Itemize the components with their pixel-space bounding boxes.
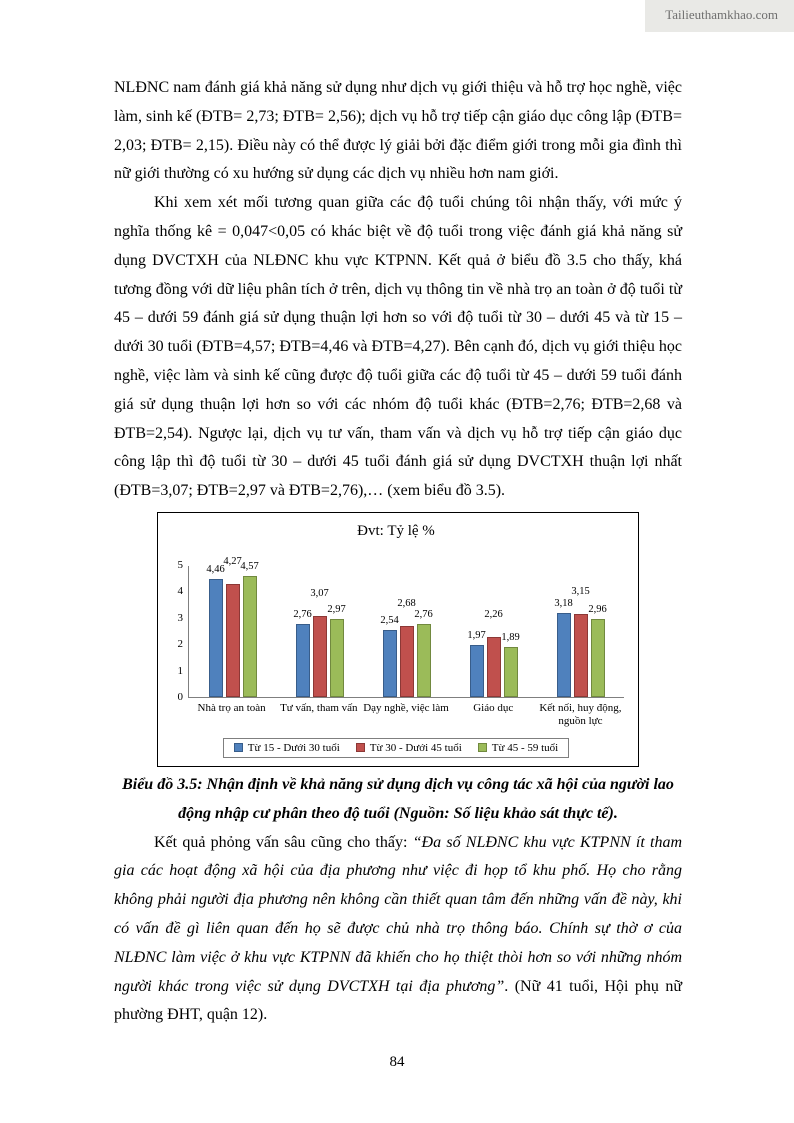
- legend-swatch: [478, 743, 487, 752]
- watermark: Tailieuthamkhao.com: [645, 0, 794, 32]
- y-tick-label: 4: [177, 585, 183, 598]
- legend-label: Từ 30 - Dưới 45 tuổi: [369, 741, 462, 754]
- bar-value-label: 1,89: [501, 632, 520, 644]
- bar: [591, 619, 605, 697]
- interview-source: . (Nữ 41 tuổi, Hội phụ nữ phường ĐHT, quận 12).: [114, 977, 682, 1024]
- bar: [243, 576, 257, 697]
- interview-quote: “Đa số NLĐNC khu vực KTPNN ít tham gia các hoạt động xã hội của địa phương như việc đi họp tổ khu phố. Họ cho rằng không phải người địa phương nên không cần thiết quan tâm đến những vấn đề này, khi có vấn đề gì liên quan đến họ sẽ được chủ nhà trọ thông báo. Chính sự thờ ơ của NLĐNC làm việc ở khu vực KTPNN đã khiến cho họ thiệt thòi hơn so với những nhóm người khác trong việc sử dụng DVCTXH tại địa phương”: [114, 833, 683, 995]
- chart-caption: [114, 771, 682, 829]
- bar-value-label: 3,15: [571, 585, 590, 597]
- category-label: Giáo dục: [473, 701, 514, 714]
- legend-item: [478, 742, 558, 754]
- bar-value-label: 2,26: [484, 609, 503, 621]
- chart-legend: [223, 738, 569, 758]
- bar-wrap: [310, 566, 329, 697]
- bar-group: [189, 556, 276, 697]
- category-label: Nhà trọ an toàn: [197, 701, 266, 714]
- bar-wrap: [588, 566, 607, 697]
- bar-value-label: 2,54: [380, 614, 399, 626]
- bar: [296, 624, 310, 697]
- interview-intro: Kết quả phỏng vấn sâu cũng cho thấy:: [154, 833, 413, 851]
- category-label: Kết nối, huy động, nguồn lực: [539, 701, 622, 727]
- bar-value-label: 2,76: [293, 609, 312, 621]
- legend-swatch: [234, 743, 243, 752]
- paragraph-1: NLĐNC nam đánh giá khả năng sử dụng như dịch vụ giới thiệu và hỗ trợ học nghề, việc làm, sinh kế (ĐTB= 2,73; ĐTB= 2,56); dịch vụ hỗ trợ tiếp cận giáo dục công lập (ĐTB= 2,03; ĐTB= 2,15). Điều này có thể được lý giải bởi đặc điểm giới trong mỗi gia đình thì nữ giới thường có xu hướng sử dụng các dịch vụ nhiều hơn nam giới.: [114, 79, 682, 183]
- plot-area: [188, 556, 624, 698]
- bar-wrap: [484, 566, 503, 697]
- bar-wrap: [397, 566, 416, 697]
- legend-item: [234, 742, 340, 754]
- category-labels: [188, 698, 624, 728]
- bar: [400, 626, 414, 697]
- bar-value-label: 3,18: [554, 598, 573, 610]
- bar-value-label: 1,97: [467, 629, 486, 641]
- bar: [470, 645, 484, 697]
- y-tick-label: 1: [177, 664, 183, 677]
- bar-wrap: [414, 566, 433, 697]
- y-axis: [168, 558, 188, 703]
- chart-caption-line2: động nhập cư phân theo độ tuổi (Nguồn: Số liệu khảo sát thực tế).: [178, 804, 618, 822]
- y-tick-label: 3: [177, 611, 183, 624]
- chart-plot-row: [168, 556, 624, 703]
- bar-wrap: [206, 564, 225, 697]
- bar-value-label: 4,46: [206, 564, 225, 576]
- bar-group: [450, 566, 537, 697]
- bar-wrap: [240, 561, 259, 697]
- bar-wrap: [501, 566, 520, 697]
- bar: [226, 584, 240, 697]
- bar: [417, 624, 431, 697]
- bar: [313, 616, 327, 697]
- bar-wrap: [571, 566, 590, 697]
- bar: [209, 579, 223, 697]
- bar-wrap: [380, 566, 399, 697]
- category-label: Dạy nghề, việc làm: [363, 701, 449, 714]
- bar-value-label: 4,57: [240, 561, 259, 573]
- bar: [574, 614, 588, 697]
- bar-wrap: [293, 566, 312, 697]
- y-tick-label: 0: [177, 690, 183, 703]
- bar-wrap: [554, 566, 573, 697]
- legend-swatch: [356, 743, 365, 752]
- bar-value-label: 2,76: [414, 609, 433, 621]
- bar-groups: [189, 556, 624, 697]
- bar-wrap: [223, 556, 242, 697]
- bar: [504, 647, 518, 697]
- bar-value-label: 2,97: [327, 603, 346, 615]
- bar-group: [537, 566, 624, 697]
- category-label: Tư vấn, tham vấn: [280, 701, 358, 714]
- bar-wrap: [327, 566, 346, 697]
- bar-value-label: 3,07: [310, 587, 329, 599]
- chart-caption-line1: Biểu đồ 3.5: Nhận định về khả năng sử dụng dịch vụ công tác xã hội của người lao: [122, 775, 674, 793]
- bar-group: [276, 566, 363, 697]
- legend-label: Từ 15 - Dưới 30 tuổi: [247, 741, 340, 754]
- bar: [383, 630, 397, 697]
- page-number: 84: [389, 1054, 405, 1070]
- bar: [557, 613, 571, 697]
- bar-wrap: [467, 566, 486, 697]
- bar: [330, 619, 344, 697]
- y-tick-label: 5: [177, 558, 183, 571]
- chart-title: Đvt: Tỷ lệ %: [357, 522, 435, 539]
- bar-value-label: 2,68: [397, 598, 416, 610]
- y-tick-label: 2: [177, 638, 183, 651]
- paragraph-2: Khi xem xét mối tương quan giữa các độ tuổi chúng tôi nhận thấy, với mức ý nghĩa thống kê = 0,047<0,05 có khác biệt về độ tuổi trong việc đánh giá khả năng sử dụng DVCTXH của NLĐNC khu vực KTPNN. Kết quả ở biểu đồ 3.5 cho thấy, khá tương đồng với dữ liệu phân tích ở trên, dịch vụ thông tin về nhà trọ an toàn ở độ tuổi từ 45 – dưới 59 đánh giá sử dụng thuận lợi hơn so với độ tuổi từ 30 – dưới 45 và từ 15 – dưới 30 tuổi (ĐTB=4,57; ĐTB=4,46 và ĐTB=4,27). Bên cạnh đó, dịch vụ giới thiệu học nghề, việc làm và sinh kế cũng được độ tuổi giữa các độ tuổi từ 45 – dưới 59 tuổi đánh giá sử dụng thuận lợi hơn so với các nhóm độ tuổi khác (ĐTB=2,76; ĐTB=2,68 và ĐTB=2,54). Ngược lại, dịch vụ tư vấn, tham vấn và dịch vụ hỗ trợ tiếp cận giáo dục công lập thì độ tuổi từ 30 – dưới 45 tuổi đánh giá sử dụng DVCTXH thuận lợi nhất (ĐTB=3,07; ĐTB=2,97 và ĐTB=2,76),… (xem biểu đồ 3.5).: [114, 194, 682, 500]
- legend-label: Từ 45 - 59 tuổi: [491, 741, 559, 754]
- bar-value-label: 4,27: [223, 556, 242, 568]
- bar: [487, 637, 501, 697]
- bar-value-label: 2,96: [588, 603, 607, 615]
- bar-chart: [157, 512, 639, 767]
- paragraph-3: [114, 829, 682, 1031]
- legend-item: [356, 742, 462, 754]
- bar-group: [363, 566, 450, 697]
